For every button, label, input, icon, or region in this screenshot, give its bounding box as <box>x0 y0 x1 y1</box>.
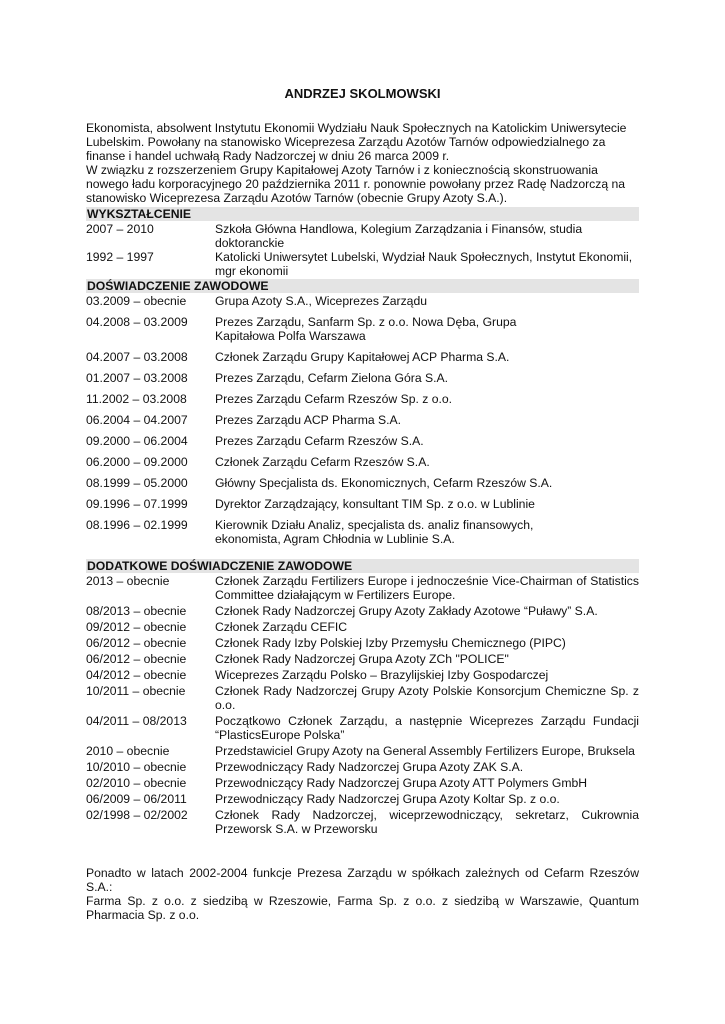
entry-date: 1992 – 1997 <box>86 250 154 264</box>
entry-desc: Prezes Zarządu Cefarm Rzeszów Sp. z o.o. <box>215 392 453 406</box>
additional-heading: DODATKOWE DOŚWIADCZENIE ZAWODOWE <box>86 559 639 573</box>
entry-desc: Członek Rady Nadzorczej Grupy Azoty Zakłady Azotowe “Puławy” S.A. <box>215 604 598 618</box>
entry-date: 08/2013 – obecnie <box>86 604 187 618</box>
entry-desc: Katolicki Uniwersytet Lubelski, Wydział Nauk Społecznych, Instytut Ekonomii, mgr ekonomii <box>215 250 633 278</box>
entry-date: 2010 – obecnie <box>86 744 170 758</box>
additional-row <box>86 684 639 712</box>
entry-date: 2013 – obecnie <box>86 574 170 588</box>
entry-date: 01.2007 – 03.2008 <box>86 371 188 385</box>
experience-row <box>86 476 639 490</box>
experience-row <box>86 434 639 448</box>
entry-desc: Członek Zarządu Grupy Kapitałowej ACP Pharma S.A. <box>215 350 510 364</box>
entry-date: 2007 – 2010 <box>86 222 154 236</box>
intro-line: W związku z rozszerzeniem Grupy Kapitałowej Azoty Tarnów i z koniecznością skonstruowania nowego ładu korporacyjnego 20 października 2011 r. ponownie powołany przez Radę Nadzorczą na stanowisko Wiceprezesa Zarządu Azotów Tarnów (obecnie Grupy Azoty S.A.). <box>86 163 626 205</box>
entry-desc: Przedstawiciel Grupy Azoty na General Assembly Fertilizers Europe, Bruksela <box>215 744 635 758</box>
experience-section <box>86 279 639 546</box>
entry-desc: Przewodniczący Rady Nadzorczej Grupa Azoty ZAK S.A. <box>215 760 524 774</box>
entry-desc: Prezes Zarządu ACP Pharma S.A. <box>215 413 402 427</box>
entry-date: 02/1998 – 02/2002 <box>86 808 188 822</box>
experience-heading: DOŚWIADCZENIE ZAWODOWE <box>86 279 639 293</box>
education-row <box>86 222 639 250</box>
entry-desc: Członek Rady Nadzorczej Grupa Azoty ZCh "POLICE" <box>215 652 509 666</box>
entry-desc: Przewodniczący Rady Nadzorczej Grupa Azoty Koltar Sp. z o.o. <box>215 792 560 806</box>
entry-desc: Początkowo Członek Zarządu, a następnie Wiceprezes Zarządu Fundacji “PlasticsEurope Polska” <box>215 714 639 742</box>
entry-date: 09.1996 – 07.1999 <box>86 497 188 511</box>
entry-desc: Dyrektor Zarządzający, konsultant TIM Sp. z o.o. w Lublinie <box>215 497 535 511</box>
entry-date: 09.2000 – 06.2004 <box>86 434 188 448</box>
experience-row <box>86 497 639 511</box>
intro-line: Ekonomista, absolwent Instytutu Ekonomii Wydziału Nauk Społecznych na Katolickim Uniwersytecie Lubelskim. Powołany na stanowisko Wiceprezesa Zarządu Azotów Tarnów odpowiedzialnego za finanse i handel uchwałą Rady Nadzorczej w dniu 26 marca 2009 r. <box>86 121 627 163</box>
experience-row <box>86 413 639 427</box>
closing-line: Ponadto w latach 2002-2004 funkcje Prezesa Zarządu w spółkach zależnych od Cefarm Rzeszów S.A.: <box>86 866 639 894</box>
additional-row <box>86 714 639 742</box>
entry-date: 11.2002 – 03.2008 <box>86 392 187 406</box>
entry-date: 06.2000 – 09.2000 <box>86 455 188 469</box>
additional-row <box>86 604 639 618</box>
entry-desc: Przewodniczący Rady Nadzorczej Grupa Azoty ATT Polymers GmbH <box>215 776 588 790</box>
experience-row <box>86 294 639 308</box>
entry-desc: Prezes Zarządu, Cefarm Zielona Góra S.A. <box>215 371 449 385</box>
person-name: ANDRZEJ SKOLMOWSKI <box>284 86 441 101</box>
entry-date: 08.1996 – 02.1999 <box>86 518 188 532</box>
entry-date: 06.2004 – 04.2007 <box>86 413 188 427</box>
entry-date: 10/2011 – obecnie <box>86 684 186 698</box>
entry-desc: Kierownik Działu Analiz, specjalista ds. analiz finansowych, ekonomista, Agram Chłodnia w Lublinie S.A. <box>215 518 534 546</box>
entry-desc: Prezes Zarządu, Sanfarm Sp. z o.o. Nowa Dęba, Grupa Kapitałowa Polfa Warszawa <box>215 315 517 343</box>
experience-row <box>86 371 639 385</box>
entry-date: 03.2009 – obecnie <box>86 294 187 308</box>
experience-row <box>86 455 639 469</box>
additional-row <box>86 574 639 602</box>
entry-desc: Wiceprezes Zarządu Polsko – Brazylijskiej Izby Gospodarczej <box>215 668 549 682</box>
entry-date: 02/2010 – obecnie <box>86 776 187 790</box>
experience-row <box>86 392 639 406</box>
entry-date: 08.1999 – 05.2000 <box>86 476 188 490</box>
closing-paragraph <box>86 866 639 922</box>
additional-row <box>86 808 639 836</box>
intro-paragraph <box>86 121 639 205</box>
entry-desc: Prezes Zarządu Cefarm Rzeszów S.A. <box>215 434 424 448</box>
additional-row <box>86 636 639 650</box>
entry-desc: Członek Zarządu Fertilizers Europe i jednocześnie Vice-Chairman of Statistics Committee działającym w Fertilizers Europe. <box>215 574 639 602</box>
entry-desc: Członek Rady Izby Polskiej Izby Przemysłu Chemicznego (PIPC) <box>215 636 566 650</box>
entry-date: 04/2011 – 08/2013 <box>86 714 187 728</box>
experience-row <box>86 518 639 546</box>
entry-date: 04.2007 – 03.2008 <box>86 350 188 364</box>
entry-date: 06/2009 – 06/2011 <box>86 792 187 806</box>
entry-desc: Grupa Azoty S.A., Wiceprezes Zarządu <box>215 294 428 308</box>
additional-row <box>86 792 639 806</box>
entry-date: 04.2008 – 03.2009 <box>86 315 188 329</box>
additional-row <box>86 652 639 666</box>
experience-row <box>86 315 639 343</box>
entry-desc: Członek Zarządu Cefarm Rzeszów S.A. <box>215 455 430 469</box>
entry-date: 06/2012 – obecnie <box>86 652 187 666</box>
entry-desc: Szkoła Główna Handlowa, Kolegium Zarządzania i Finansów, studia doktoranckie <box>215 222 583 250</box>
additional-section <box>86 559 639 836</box>
experience-row <box>86 350 639 364</box>
closing-line: Farma Sp. z o.o. z siedzibą w Rzeszowie, Farma Sp. z o.o. z siedzibą w Warszawie, Quantum Pharmacia Sp. z o.o. <box>86 894 639 922</box>
additional-row <box>86 760 639 774</box>
education-section <box>86 207 639 278</box>
additional-row <box>86 668 639 682</box>
education-row <box>86 250 639 278</box>
additional-row <box>86 744 639 758</box>
entry-desc: Członek Rady Nadzorczej, wiceprzewodniczący, sekretarz, Cukrownia Przeworsk S.A. w Przeworsku <box>215 808 639 836</box>
additional-row <box>86 776 639 790</box>
entry-date: 10/2010 – obecnie <box>86 760 187 774</box>
entry-desc: Członek Zarządu CEFIC <box>215 620 348 634</box>
entry-date: 09/2012 – obecnie <box>86 620 187 634</box>
entry-desc: Członek Rady Nadzorczej Grupy Azoty Polskie Konsorcjum Chemiczne Sp. z o.o. <box>215 684 639 712</box>
additional-row <box>86 620 639 634</box>
entry-date: 04/2012 – obecnie <box>86 668 187 682</box>
education-heading: WYKSZTAŁCENIE <box>86 207 639 221</box>
entry-desc: Główny Specjalista ds. Ekonomicznych, Cefarm Rzeszów S.A. <box>215 476 553 490</box>
entry-date: 06/2012 – obecnie <box>86 636 187 650</box>
